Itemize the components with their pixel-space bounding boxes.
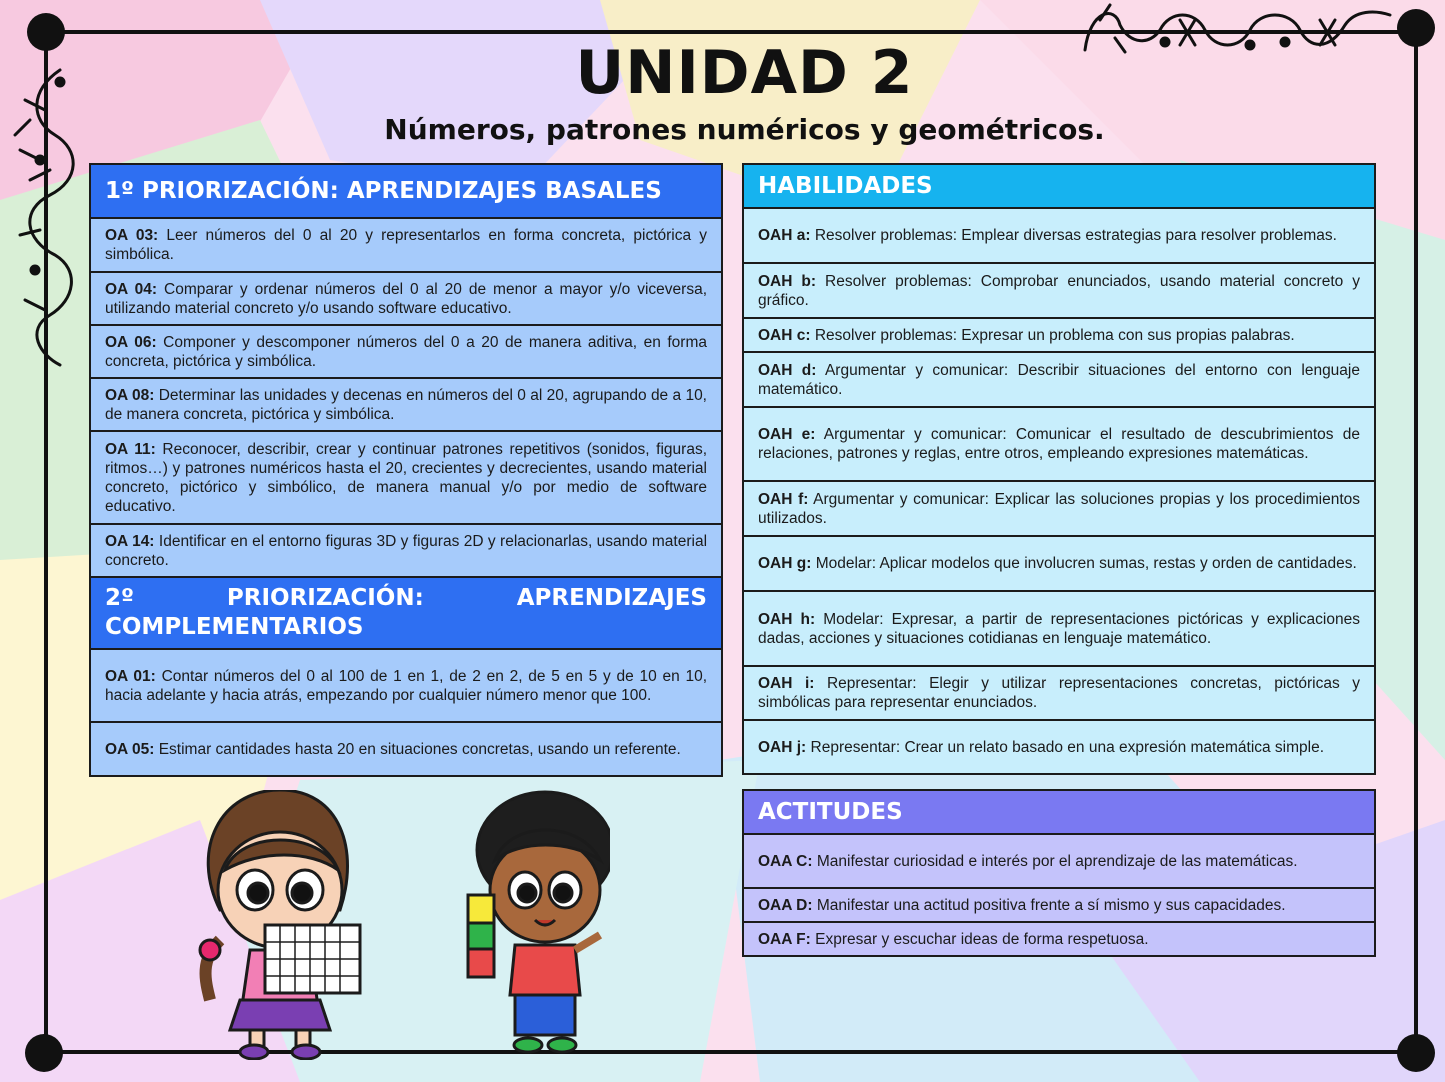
habilidades-header: [742, 163, 1376, 209]
habilidad-row-b: [742, 264, 1376, 319]
oah-text: Resolver problemas: Expresar un problema con sus propias palabras.: [814, 326, 1295, 344]
basales-row-oa04: [89, 273, 723, 326]
oa-text: Comparar y ordenar números del 0 al 20 de menor a mayor y/o viceversa, utilizando material concreto y/o usando software educativo.: [105, 280, 708, 317]
oa-text: Identificar en el entorno figuras 3D y figuras 2D y relacionarlas, usando material concreto.: [105, 532, 708, 569]
actitudes-title: ACTITUDES: [758, 799, 903, 825]
oa-code: OA 11:: [105, 440, 156, 458]
oah-text: Resolver problemas: Comprobar enunciados, usando material concreto y gráfico.: [758, 272, 1360, 309]
basales-row-oa06: [89, 326, 723, 379]
oaa-text: Manifestar una actitud positiva frente a sí mismo y sus capacidades.: [816, 896, 1286, 914]
oah-text: Resolver problemas: Emplear diversas estrategias para resolver problemas.: [814, 227, 1337, 244]
oa-code: OA 04:: [105, 280, 158, 298]
complementarios-title-line1: 2º PRIORIZACIÓN: APRENDIZAJES: [105, 585, 707, 611]
basales-row-oa03: [89, 219, 723, 273]
habilidad-row-j: [742, 721, 1376, 775]
page-title: UNIDAD 2: [575, 38, 914, 108]
complementarios-title-line2: COMPLEMENTARIOS: [105, 614, 364, 640]
habilidades-panel: [742, 163, 1376, 775]
oa-text: Leer números del 0 al 20 y representarlos en forma concreta, pictórica y simbólica.: [105, 227, 707, 263]
oa-code: OA 08:: [105, 386, 155, 404]
oa-code: OA 01:: [105, 667, 156, 685]
oa-code: OA 03:: [105, 227, 159, 244]
oah-text: Modelar: Aplicar modelos que involucren sumas, restas y orden de cantidades.: [815, 555, 1357, 572]
habilidad-row-f: [742, 482, 1376, 537]
boy-with-blocks-illustration: [460, 790, 610, 1060]
oah-code: OAH h:: [758, 610, 816, 628]
oa-code: OA 06:: [105, 333, 157, 351]
actitud-row-c: [742, 835, 1376, 889]
oah-code: OAH f:: [758, 490, 809, 508]
oah-text: Representar: Crear un relato basado en una expresión matemática simple.: [810, 738, 1325, 756]
habilidad-row-i: [742, 667, 1376, 721]
actitud-row-f: [742, 923, 1376, 957]
oaa-code: OAA C:: [758, 852, 813, 870]
complementarios-row-oa01: [89, 650, 723, 723]
oah-text: Modelar: Expresar, a partir de representaciones pictóricas y explicaciones dadas, acciones y situaciones cotidianas en lenguaje matemático.: [758, 610, 1360, 647]
basales-row-oa11: [89, 432, 723, 525]
habilidad-row-a: [742, 209, 1376, 264]
basales-header: [89, 163, 723, 219]
oa-text: Reconocer, describir, crear y continuar patrones repetitivos (sonidos, figuras, ritmos…) y patrones numéricos hasta el 20, crecientes y decrecientes, usando material concreto, pictórico y simbólico, de manera manual y/o por medio de software educativo.: [105, 440, 708, 515]
actitudes-panel: [742, 789, 1376, 957]
complementarios-row-oa05: [89, 723, 723, 777]
page-subtitle: Números, patrones numéricos y geométricos.: [384, 113, 1105, 146]
oa-text: Determinar las unidades y decenas en números del 0 al 20, agrupando de a 10, de manera concreta, pictórica y simbólica.: [105, 386, 707, 423]
oah-text: Argumentar y comunicar: Comunicar el resultado de descubrimientos de relaciones, patrones y reglas, entre otros, empleando expresiones matemáticas.: [758, 426, 1360, 462]
oaa-text: Manifestar curiosidad e interés por el aprendizaje de las matemáticas.: [816, 852, 1298, 870]
oa-text: Estimar cantidades hasta 20 en situaciones concretas, usando un referente.: [158, 740, 681, 758]
oah-code: OAH a:: [758, 227, 811, 244]
habilidad-row-h: [742, 592, 1376, 667]
oah-code: OAH e:: [758, 426, 816, 443]
oah-code: OAH i:: [758, 675, 815, 692]
basales-title: 1º PRIORIZACIÓN: APRENDIZAJES BASALES: [105, 178, 662, 204]
priorizacion-panel: [89, 163, 723, 777]
actitudes-header: [742, 789, 1376, 835]
habilidad-row-g: [742, 537, 1376, 592]
oah-code: OAH b:: [758, 272, 817, 290]
basales-row-oa14: [89, 525, 723, 578]
oah-code: OAH g:: [758, 555, 812, 572]
oa-text: Contar números del 0 al 100 de 1 en 1, de 2 en 2, de 5 en 5 y de 10 en 10, hacia adelante y hacia atrás, empezando por cualquier número menor que 100.: [105, 667, 708, 704]
girl-with-grid-illustration: [180, 790, 380, 1060]
oah-text: Representar: Elegir y utilizar representaciones concretas, pictóricas y simbólicas para representar enunciados.: [758, 675, 1361, 711]
oah-code: OAH j:: [758, 738, 807, 756]
oa-code: OA 14:: [105, 532, 155, 550]
actitud-row-d: [742, 889, 1376, 923]
oa-text: Componer y descomponer números del 0 a 20 de manera aditiva, en forma concreta, pictórica y simbólica.: [105, 333, 707, 370]
oah-text: Argumentar y comunicar: Explicar las soluciones propias y los procedimientos utilizados.: [758, 490, 1360, 527]
basales-row-oa08: [89, 379, 723, 432]
habilidad-row-c: [742, 319, 1376, 353]
oah-text: Argumentar y comunicar: Describir situaciones del entorno con lenguaje matemático.: [758, 361, 1360, 398]
oah-code: OAH d:: [758, 361, 817, 379]
habilidades-title: HABILIDADES: [758, 173, 933, 199]
complementarios-header: [89, 578, 723, 650]
oah-code: OAH c:: [758, 326, 811, 344]
habilidad-row-e: [742, 408, 1376, 482]
oaa-code: OAA D:: [758, 896, 813, 914]
oaa-text: Expresar y escuchar ideas de forma respetuosa.: [815, 930, 1149, 948]
habilidad-row-d: [742, 353, 1376, 408]
oaa-code: OAA F:: [758, 930, 811, 948]
oa-code: OA 05:: [105, 740, 155, 758]
